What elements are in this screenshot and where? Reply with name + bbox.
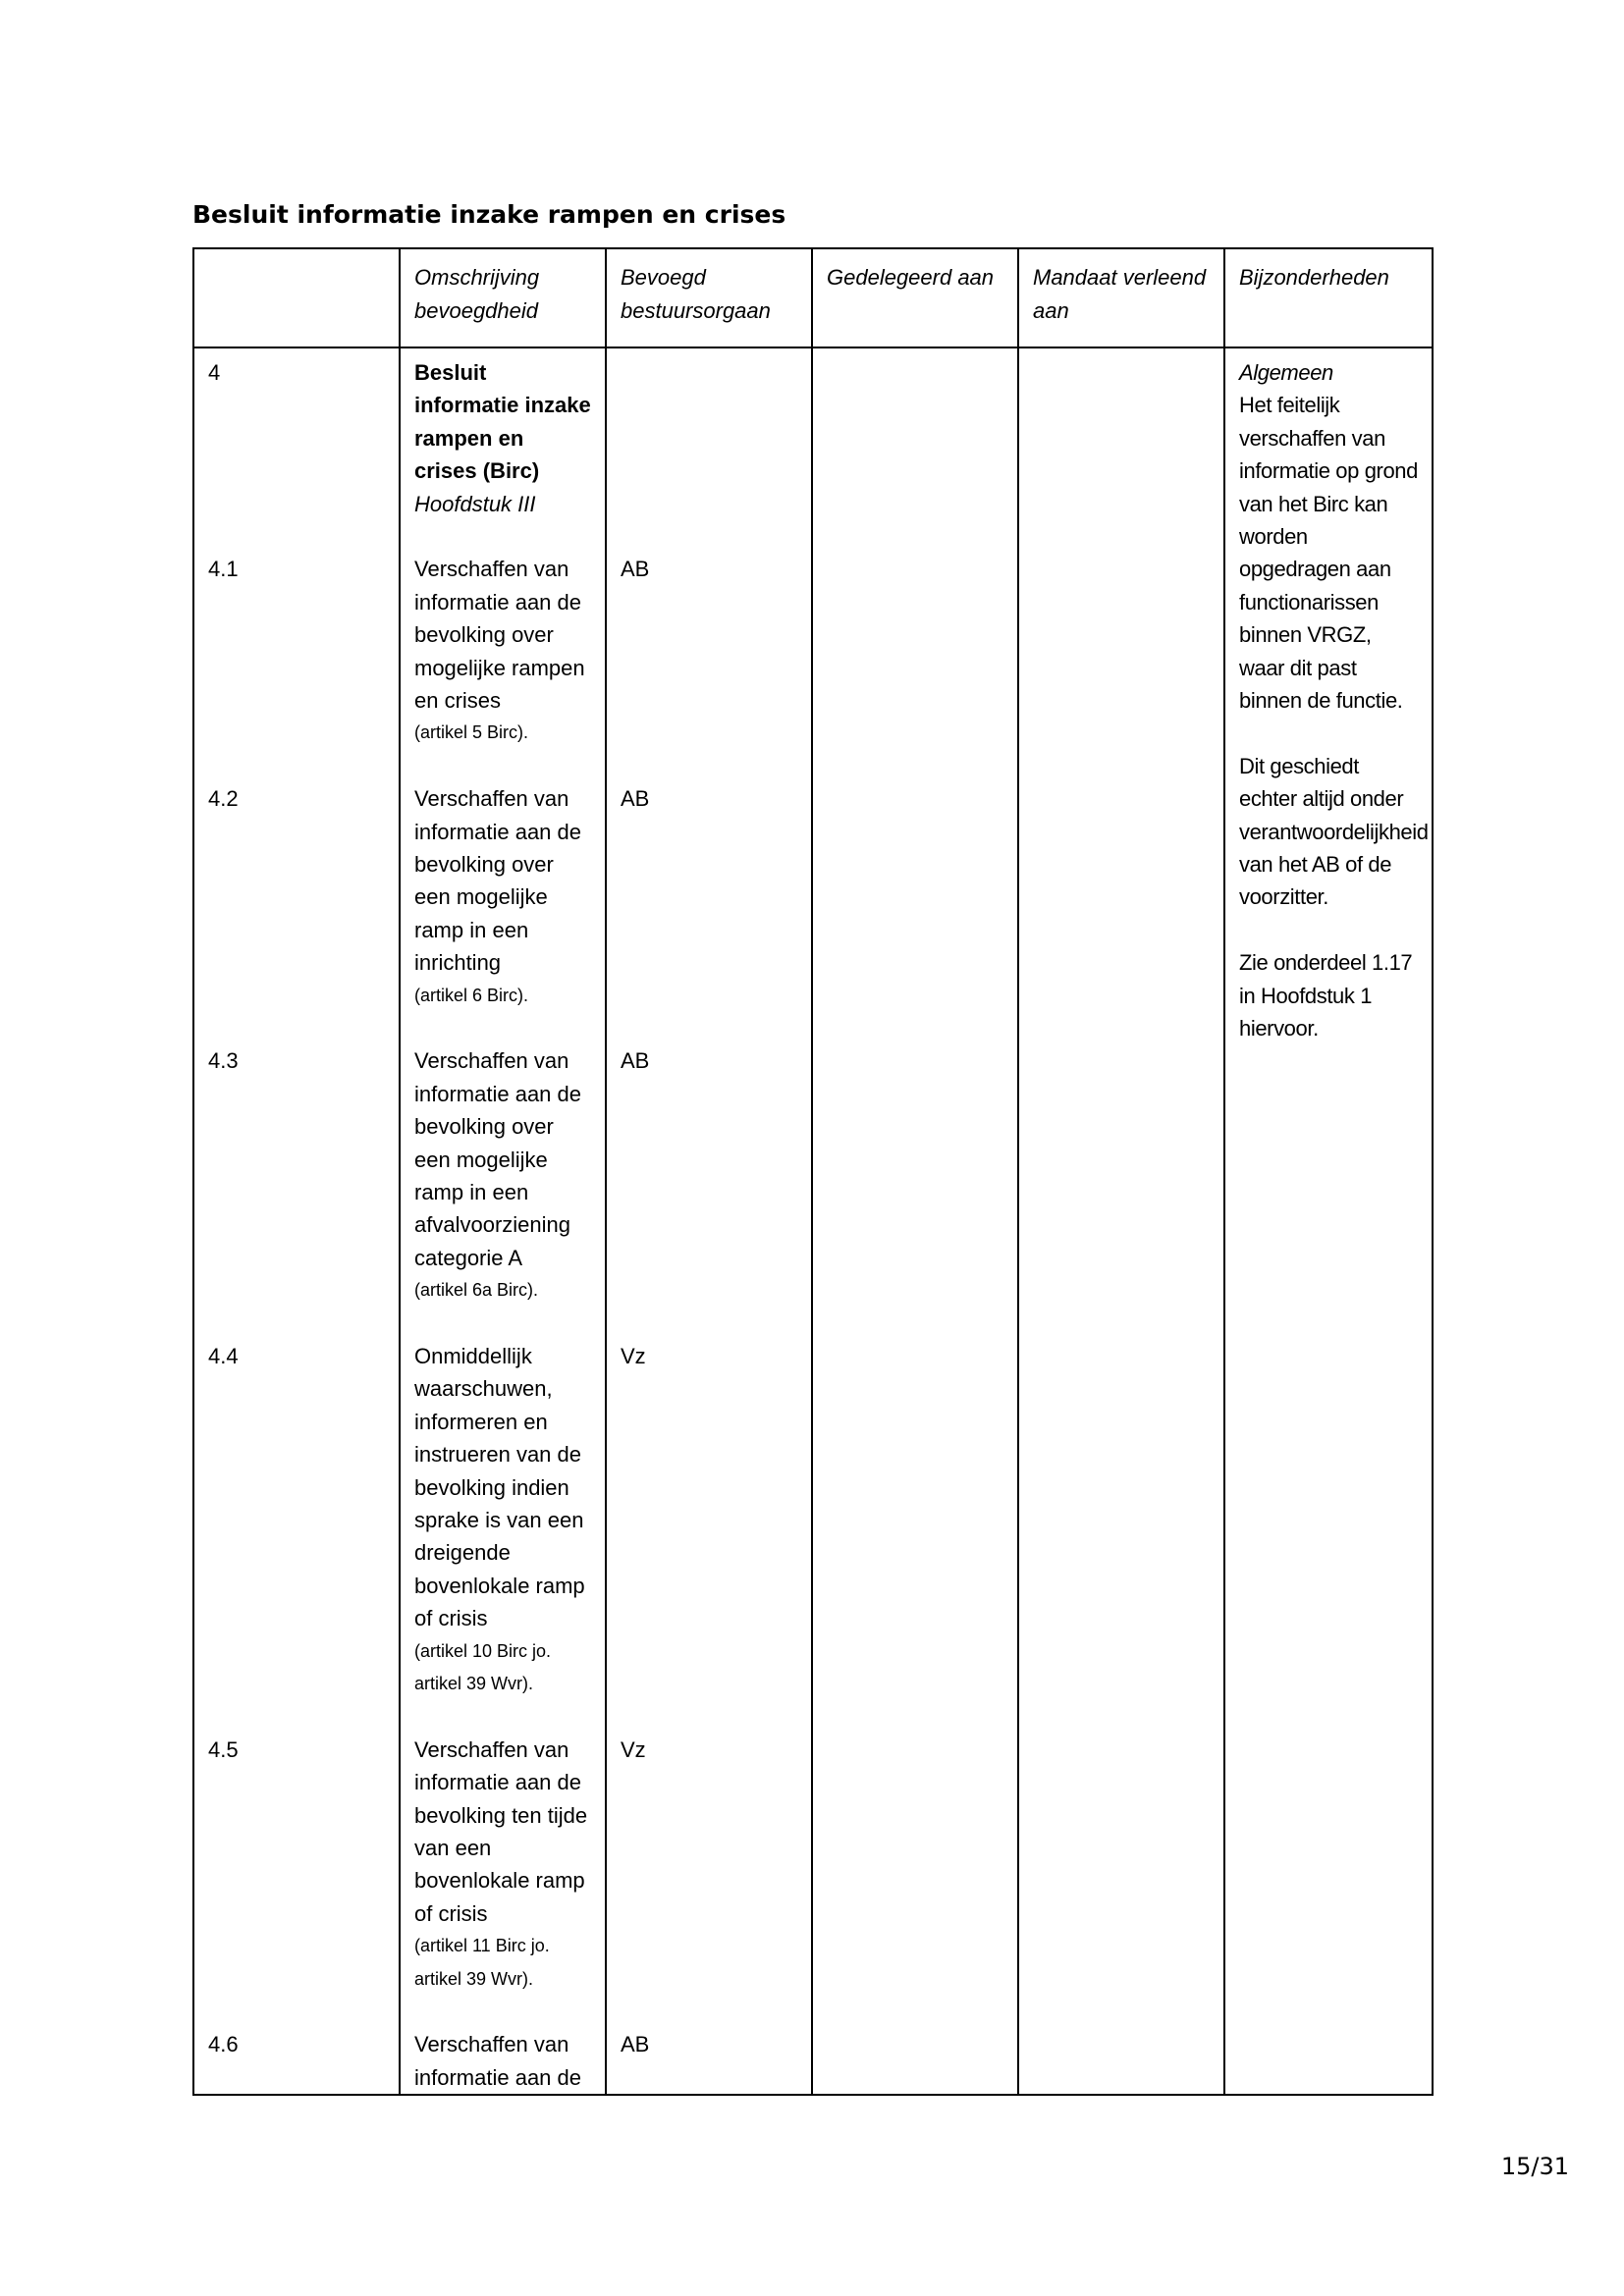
table-header-row [193,248,1433,347]
row-organ: AB [621,1048,650,1074]
row-organ: AB [621,786,650,812]
row-reference: (artikel 6 Birc). [414,985,529,1005]
row-number: 4.4 [208,1343,239,1368]
mandate-column [1018,347,1224,2095]
row-organ: Vz [621,1736,646,1762]
row-description: Verschaffen van informatie aan de bevolking over een mogelijke ramp in een afvalvoorziening categorie A [414,1048,581,1270]
row-reference: (artikel 10 Birc jo. artikel 39 Wvr). [414,1640,552,1694]
header-bijzonderheden: Bijzonderheden [1224,248,1433,347]
header-gedelegeerd: Gedelegeerd aan [812,248,1018,347]
remarks-paragraph: Zie onderdeel 1.17 in Hoofdstuk 1 hiervoor. [1239,950,1413,1041]
row-number: 4.3 [208,1048,239,1074]
row-reference: (artikel 5 Birc). [414,722,529,743]
row-description: Verschaffen van informatie aan de bevolking ten tijde van een bovenlokale ramp of crisis [414,1736,588,1926]
header-omschrijving: Omschrijving bevoegdheid [400,248,606,347]
page-number: 15/31 [1500,2153,1569,2180]
header-number [193,248,400,347]
section-number: 4 [208,360,221,385]
row-description: Verschaffen van informatie aan de bevolking over een mogelijke ramp in een inrichting [414,786,581,976]
organ-column [606,347,812,2095]
row-number: 4.2 [208,786,239,812]
row-number: 4.5 [208,1736,239,1762]
row-organ: AB [621,2032,650,2057]
row-organ: Vz [621,1343,646,1368]
section-title: Besluit informatie inzake rampen en crises (Birc) [414,360,591,484]
row-description: Onmiddellijk waarschuwen, informeren en instrueren van de bevolking indien sprake is van een dreigende bovenlokale ramp of crisis [414,1343,585,1631]
row-reference: (artikel 6a Birc). [414,1280,539,1301]
header-mandaat: Mandaat verleend aan [1018,248,1224,347]
remarks-paragraph: Dit geschiedt echter altijd onder verantwoordelijkheid van het AB of de voorzitter. [1239,753,1429,910]
description-column [400,347,606,2095]
row-description: Verschaffen van informatie aan de [414,2032,581,2090]
number-column [193,347,400,2095]
row-number: 4.6 [208,2032,239,2057]
section-subtitle: Hoofdstuk III [414,491,536,516]
document-title: Besluit informatie inzake rampen en crises [192,200,786,229]
row-description: Verschaffen van informatie aan de bevolking over mogelijke rampen en crises [414,557,585,714]
remarks-column [1224,347,1433,2095]
delegated-column [812,347,1018,2095]
authority-table [192,247,1434,2096]
row-reference: (artikel 11 Birc jo. artikel 39 Wvr). [414,1936,550,1989]
row-organ: AB [621,557,650,582]
table-body-row [193,347,1433,2095]
remarks-heading: Algemeen [1239,360,1333,385]
row-number: 4.1 [208,557,239,582]
remarks-paragraph: Het feitelijk verschaffen van informatie op grond van het Birc kan worden opgedragen aan functionarissen binnen VRGZ, waar dit past binnen de functie. [1239,393,1418,714]
header-bevoegd: Bevoegd bestuursorgaan [606,248,812,347]
